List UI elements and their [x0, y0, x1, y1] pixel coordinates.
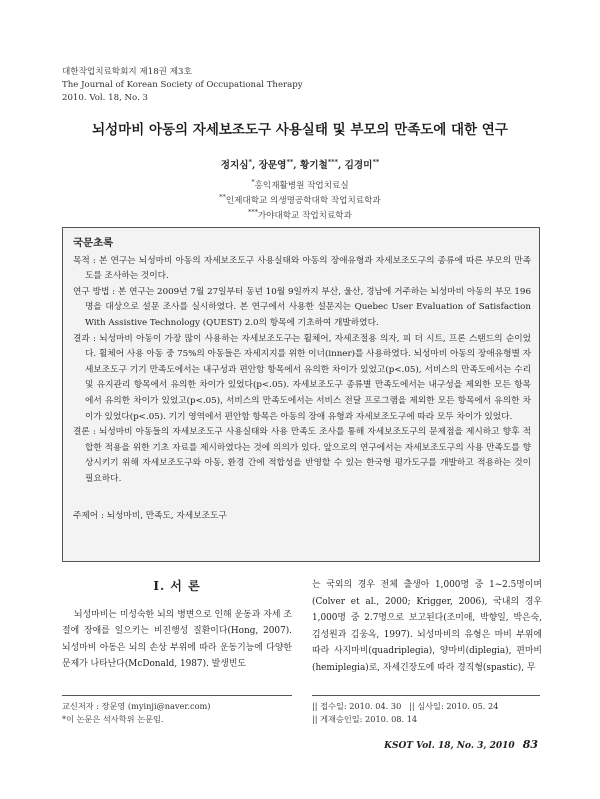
reviewed-date: || 심사일: 2010. 05. 24 [409, 701, 499, 711]
accepted-date: || 게재승인일: 2010. 08. 14 [312, 713, 418, 724]
abstract-method: 연구 방법 : 본 연구는 2009년 7월 27일부터 동년 10월 9일까지 부산, 울산, 경남에 거주하는 뇌성마비 아동의 부모 196명을 대상으로 설문 조사를 실시하였다. 본 연구에서 사용한 설문지는 Quebec User Evaluation of Satisfaction With Assistive Technology (QUEST) 2.0의 항목에 기초하여 개발하였다. [73, 286, 531, 328]
abstract-keywords: 주제어 : 뇌성마비, 만족도, 자세보조도구 [73, 510, 227, 521]
korean-abstract-box [62, 227, 540, 562]
page-footer [384, 738, 538, 751]
author-mark: *** [327, 157, 338, 166]
footer-journal: KSOT Vol. 18, No. 3, 2010 [384, 741, 515, 751]
footnote-left [62, 700, 210, 725]
author-list: 정지심*, 장문영**, 황기철***, 김경미** [220, 157, 380, 171]
author-mark: ** [372, 157, 380, 166]
author-mark: * [248, 157, 252, 166]
author-name: 김경미 [344, 160, 373, 171]
footnote-divider-right [312, 695, 540, 696]
submission-dates-row [312, 700, 498, 713]
body-column-left [62, 578, 292, 673]
intro-paragraph-right: 는 국외의 경우 전체 출생아 1,000명 중 1~2.5명이며(Colver et al., 2000; Krigger, 2006), 국내의 경우 1,000명 중 2.7명으로 보고된다(조미애, 박향일, 박은숙, 김성원과 김웅옥, 1997). 뇌성마비의 유형은 마비 부위에 따라 사지마비(quadriplegia), 양마비(diplegia), 편마비(hemiplegia)로, 자세긴장도에 따라 경직형(spastic), 무 [312, 580, 542, 673]
affiliation-3: ***가야대학교 작업치료학과 [248, 208, 352, 221]
body-column-right [312, 577, 542, 677]
received-date: || 접수일: 2010. 04. 30 [312, 701, 402, 711]
footnote-right [312, 700, 498, 725]
author-name: 정지심 [220, 160, 249, 171]
journal-header [62, 66, 303, 105]
abstract-heading: 국문초록 [73, 237, 114, 249]
abstract-conclusion: 결론 : 뇌성마비 아동들의 자세보조도구 사용실태와 사용 만족도 조사를 통해 자세보조도구의 문제점을 제시하고 향후 적합한 적용을 위한 기초 자료를 제시하였다는 것에 의의가 있다. 앞으로의 연구에서는 자세보조도구의 사용 만족도를 향상시키기 위해 자세보조도구와 아동, 환경 간에 적합성을 반영할 수 있는 한국형 평가도구를 개발하고 적용하는 것이 필요하다. [73, 427, 531, 484]
affiliation-2: **인제대학교 의생명공학대학 작업치료학과 [219, 193, 381, 206]
abstract-purpose: 목적 : 본 연구는 뇌성마비 아동의 자세보조도구 사용실태와 아동의 장애유형과 자세보조도구의 종류에 따른 부모의 만족도를 조사하는 것이다. [73, 255, 531, 282]
affiliation-1: *홍익재활병원 작업치료실 [251, 178, 349, 191]
section-heading-introduction: Ⅰ. 서 론 [153, 579, 201, 593]
page-number: 83 [522, 738, 538, 751]
author-name: 장문영 [258, 160, 287, 171]
thesis-note: *이 논문은 석사학위 논문임. [62, 713, 164, 724]
paper-title: 뇌성마비 아동의 자세보조도구 사용실태 및 부모의 만족도에 대한 연구 [92, 122, 508, 138]
corresponding-author: 교신저자 : 장문영 (myinji@naver.com) [62, 701, 211, 711]
journal-name-korean: 대한작업치료학회지 제18권 제3호 [62, 67, 192, 77]
journal-volume: 2010. Vol. 18, No. 3 [62, 93, 149, 103]
footnote-divider-left [62, 695, 292, 696]
author-name: 황기철 [299, 160, 328, 171]
journal-name-english: The Journal of Korean Society of Occupational Therapy [62, 80, 303, 90]
author-mark: ** [286, 157, 294, 166]
abstract-results: 결과 : 뇌성마비 아동이 가장 많이 사용하는 자세보조도구는 휠체어, 자세조절용 의자, 피 더 시트, 프론 스탠드의 순이었다. 휠체어 사용 아동 중 75%의 아동들은 자세지지를 위한 이너(inner)를 사용하였다. 뇌성마비 아동의 장애유형별 자세보조도구 기기 만족도에서는 내구성과 편안함 항목에서 유의한 차이가 있었고(p<.05), 서비스의 만족도에서는 수리 및 유지관리 항목에서 유의한 차이가 있었다(p<.05). 자세보조도구 종류별 만족도에서는 내구성을 제외한 모든 항목에서 유의한 차이가 있었고(p<.05), 서비스의 만족도에서는 서비스 전달 프로그램을 제외한 모든 항목에서 유의한 차이가 있었다(p<.05). 기기 영역에서 편안함 항목은 아동의 장애 유형과 자세보조도구에 따라 모두 차이가 있었다. [73, 333, 532, 422]
intro-paragraph-left: 뇌성마비는 미성숙한 뇌의 병변으로 인해 운동과 자세 조절에 장애를 일으키는 비진행성 질환이다(Hong, 2007). 뇌성마비 아동은 뇌의 손상 부위에 따라 운동기능에 다양한 문제가 나타난다(McDonald, 1987). 발생빈도 [62, 609, 292, 670]
